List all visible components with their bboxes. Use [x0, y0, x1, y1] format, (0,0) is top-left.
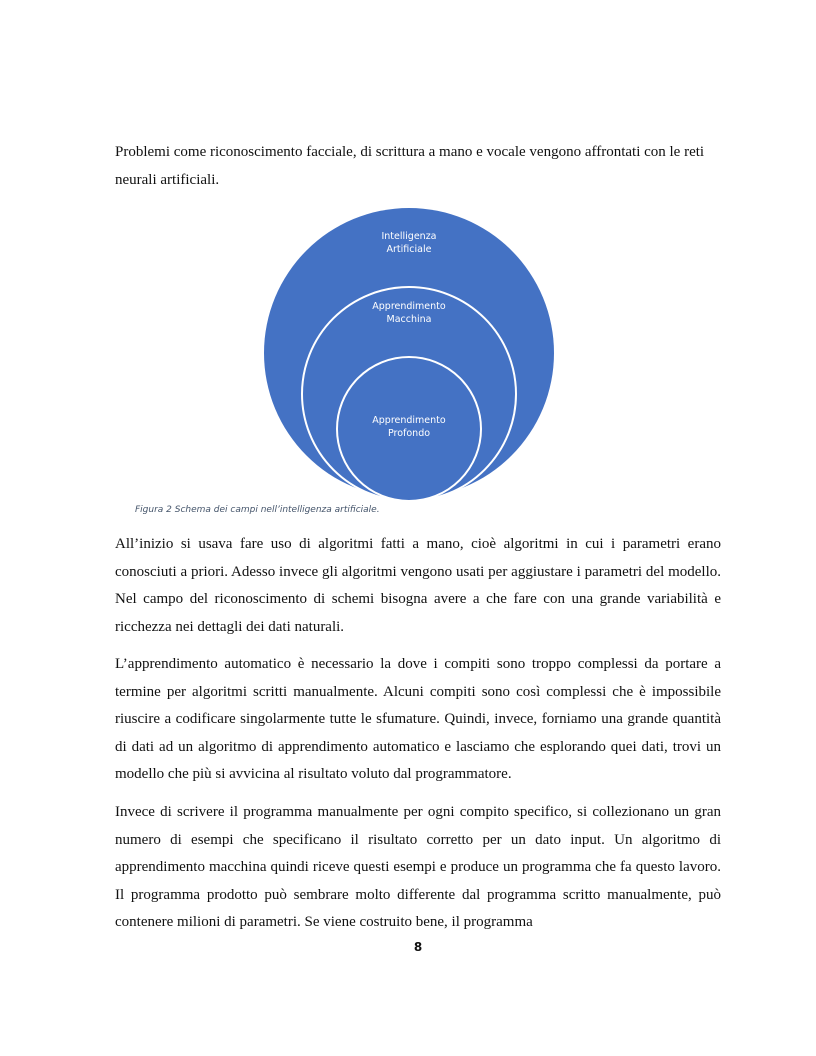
label-inner-line2: Profondo	[387, 428, 431, 439]
label-middle-line1: Apprendimento	[372, 301, 446, 312]
label-outer-line1: Intelligenza	[381, 231, 437, 242]
label-outer-line2: Artificiale	[386, 244, 432, 255]
paragraph-handcrafted-algorithms: All’inizio si usava fare uso di algoritmi fatti a mano, cioè algoritmi in cui i parametri erano conosciuti a priori. Adesso invece gli algoritmi vengono usati per aggiustare i parametri del modello. Nel campo del riconoscimento di schemi bisogna avere a che fare con una grande variabilità e ricchezza nei dettagli dei dati naturali.	[115, 536, 721, 635]
page-number: 8	[413, 940, 423, 954]
paragraph-examples: Invece di scrivere il programma manualmente per ogni compito specifico, si collezionano un gran numero di esempi che specificano il risultato corretto per un dato input. Un algoritmo di apprendimento macchina quindi riceve questi esempi e produce un programma che fa questo lavoro. Il programma prodotto può sembrare molto differente dal programma scritto manualmente, può contenere milioni di parametri. Se viene costruito bene, il programma	[115, 804, 721, 930]
label-middle-line2: Macchina	[386, 314, 432, 325]
figure-caption: Figura 2 Schema dei campi nell’intelligenza artificiale.	[135, 505, 380, 515]
paragraph-intro: Problemi come riconoscimento facciale, di scrittura a mano e vocale vengono affrontati con le reti neurali artificiali.	[115, 144, 705, 188]
label-inner-line1: Apprendimento	[372, 415, 446, 426]
paragraph-automatic-learning: L’apprendimento automatico è necessario la dove i compiti sono troppo complessi da portare a termine per algoritmi scritti manualmente. Alcuni compiti sono così complessi che è impossibile riuscire a codificare singolarmente tutte le sfumature. Quindi, invece, forniamo una grande quantità di dati ad un algoritmo di apprendimento automatico e lasciamo che esplorando quei dati, trovi un modello che più si avvicina al risultato voluto dal programmatore.	[115, 656, 721, 782]
nested-circles-diagram	[263, 207, 555, 501]
